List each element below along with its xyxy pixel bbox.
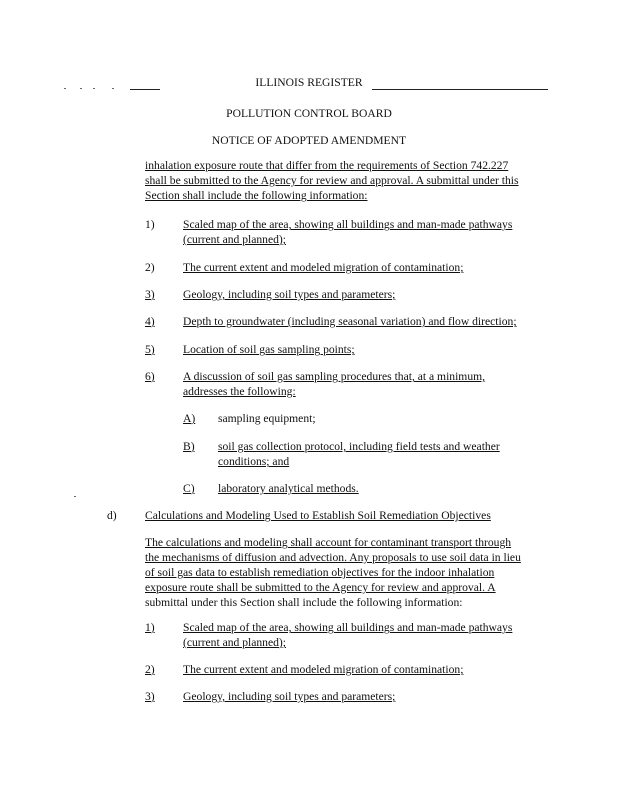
- sublist-text: soil gas collection protocol, including field tests and weather: [218, 440, 500, 453]
- list-item-text: Scaled map of the area, showing all buildings and man-made pathways: [183, 621, 513, 634]
- sublist-text: sampling equipment;: [218, 412, 316, 425]
- sublist-letter: C): [183, 482, 195, 495]
- section-paragraph-line: submittal under this Section shall include the following information:: [145, 596, 463, 609]
- section-label: d): [107, 509, 117, 522]
- intro-line: shall be submitted to the Agency for review and approval. A submittal under this: [145, 174, 519, 187]
- list-item-text: (current and planned);: [183, 233, 287, 246]
- list-item-number: 4): [145, 315, 155, 328]
- sublist-text: conditions; and: [218, 455, 290, 468]
- register-title: ILLINOIS REGISTER: [255, 76, 363, 89]
- list-item-number: 2): [145, 663, 155, 676]
- section-paragraph-line: the mechanisms of diffusion and advection. Any proposals to use soil data in lieu: [145, 551, 521, 564]
- sublist-letter: A): [183, 412, 196, 425]
- list-item-text: Location of soil gas sampling points;: [183, 343, 355, 356]
- section-paragraph-line: exposure route shall be submitted to the Agency for review and approval. A: [145, 581, 496, 594]
- list-item-number: 1): [145, 621, 155, 634]
- agency-name: POLLUTION CONTROL BOARD: [226, 107, 392, 120]
- sublist-text: laboratory analytical methods.: [218, 482, 359, 495]
- list-item-text: A discussion of soil gas sampling procedures that, at a minimum,: [183, 370, 486, 383]
- notice-title: NOTICE OF ADOPTED AMENDMENT: [211, 134, 407, 147]
- list-item-text: Scaled map of the area, showing all buildings and man-made pathways: [183, 218, 513, 231]
- list-item-number: 3): [145, 288, 155, 301]
- list-item-number: 3): [145, 690, 155, 703]
- list-item-number: 5): [145, 343, 155, 356]
- list-item-text: The current extent and modeled migration of contamination;: [183, 261, 464, 274]
- section-title: Calculations and Modeling Used to Establish Soil Remediation Objectives: [145, 509, 491, 522]
- margin-mark: [74, 496, 76, 497]
- list-item-text: Depth to groundwater (including seasonal variation) and flow direction;: [183, 315, 517, 328]
- list-item-number: 2): [145, 261, 155, 274]
- section-paragraph-line: of soil gas data to establish remediation objectives for the indoor inhalation: [145, 566, 495, 579]
- list-item-number: 6): [145, 370, 155, 383]
- section-paragraph-line: The calculations and modeling shall account for contaminant transport through: [145, 536, 512, 549]
- list-item-text: The current extent and modeled migration of contamination;: [183, 663, 464, 676]
- list-item-number: 1): [145, 218, 155, 231]
- sublist-letter: B): [183, 440, 195, 453]
- list-item-text: addresses the following:: [183, 385, 296, 398]
- list-item-text: Geology, including soil types and parameters;: [183, 288, 396, 301]
- list-item-text: (current and planned);: [183, 636, 287, 649]
- intro-line: Section shall include the following information:: [145, 189, 368, 202]
- list-item-text: Geology, including soil types and parameters;: [183, 690, 396, 703]
- intro-line: inhalation exposure route that differ from the requirements of Section 742.227: [145, 159, 509, 172]
